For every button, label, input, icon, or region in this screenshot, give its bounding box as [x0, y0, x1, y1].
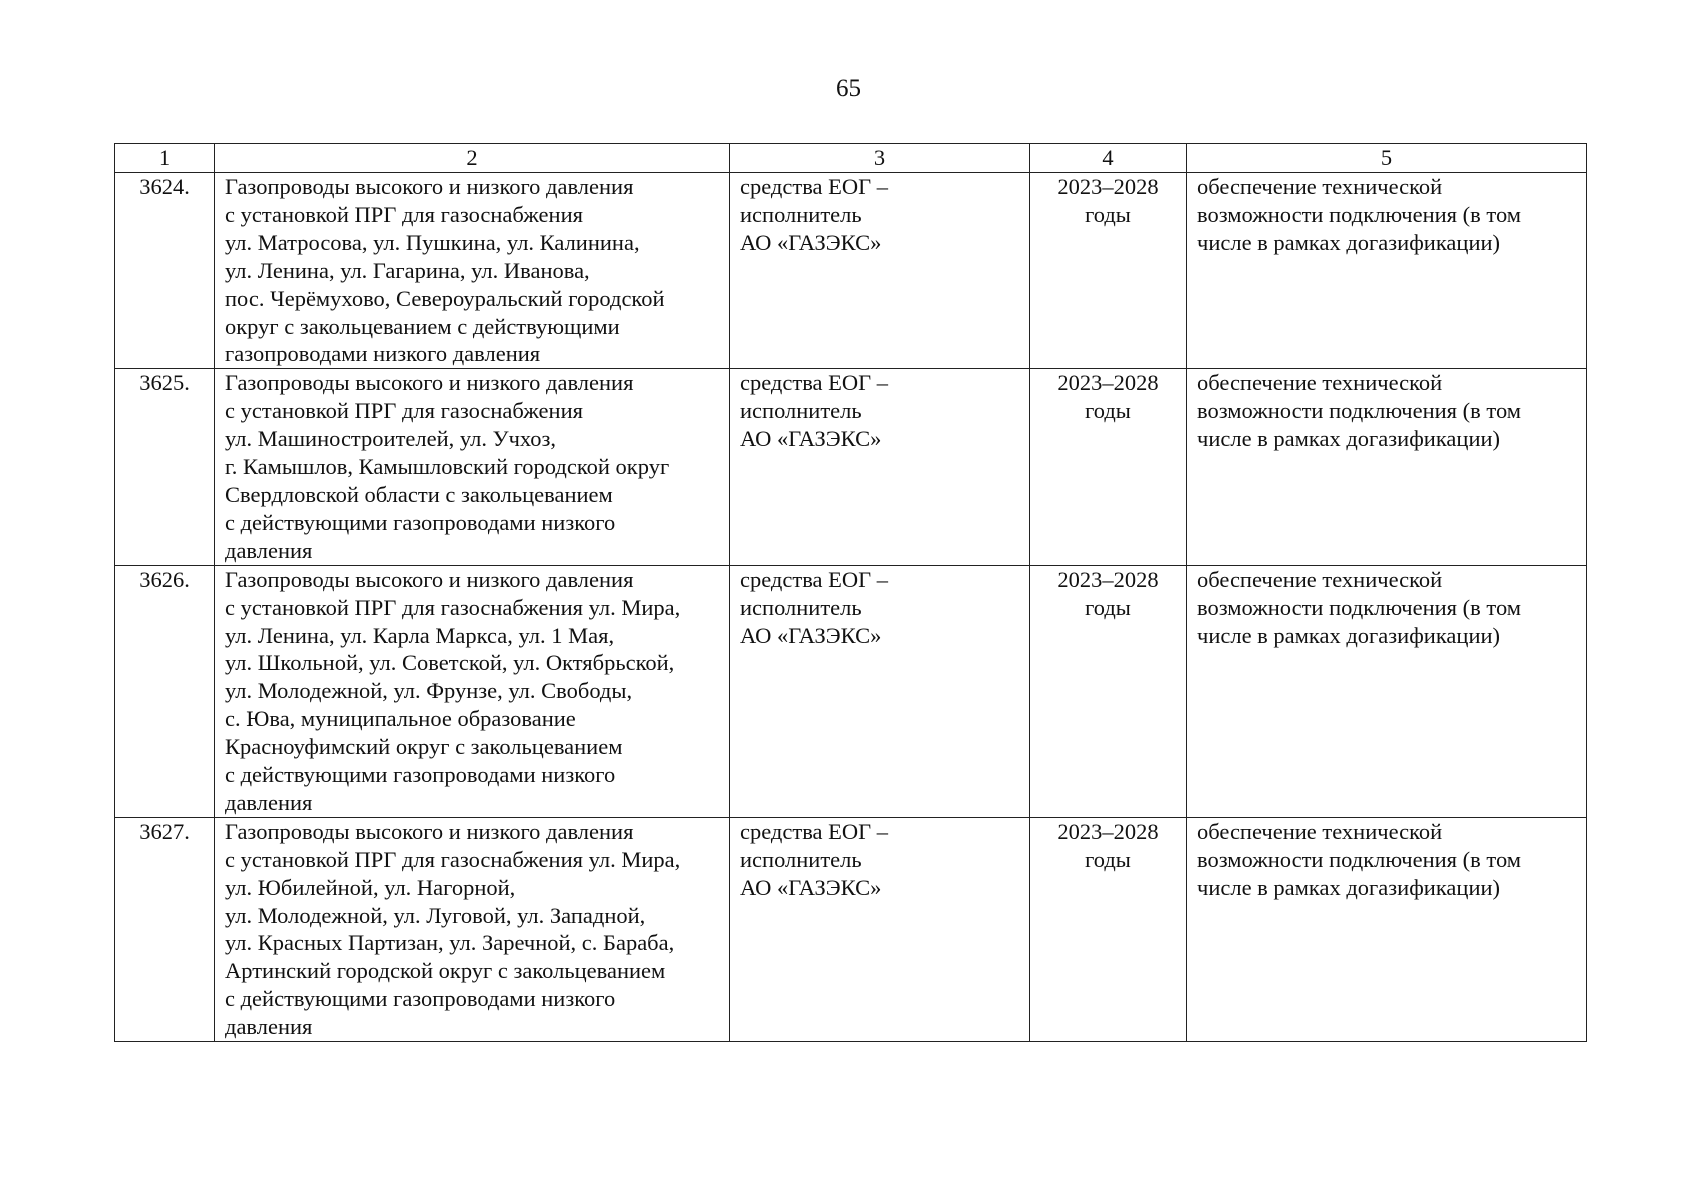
column-number-row — [115, 144, 1587, 173]
text-line: годы — [1085, 594, 1131, 620]
text-line: годы — [1085, 201, 1131, 227]
object-description — [215, 817, 730, 1041]
text-line: Газопроводы высокого и низкого давления — [225, 566, 634, 592]
text-line: средства ЕОГ – — [740, 818, 889, 844]
text-line: исполнитель — [740, 398, 862, 424]
object-description — [215, 369, 730, 565]
column-number-5: 5 — [1187, 144, 1587, 173]
column-number-3: 3 — [730, 144, 1030, 173]
text-line: г. Камышлов, Камышловский городской округ — [225, 454, 670, 480]
text-line: 2023–2028 — [1057, 566, 1159, 592]
row-number: 3624. — [115, 173, 215, 369]
text-line: возможности подключения (в том — [1197, 398, 1521, 424]
text-line: с установкой ПРГ для газоснабжения ул. Мира, — [225, 594, 681, 620]
text-line: с установкой ПРГ для газоснабжения — [225, 201, 583, 227]
text-line: исполнитель — [740, 846, 862, 872]
text-line: Газопроводы высокого и низкого давления — [225, 818, 634, 844]
text-line: Газопроводы высокого и низкого давления — [225, 370, 634, 396]
text-line: АО «ГАЗЭКС» — [740, 874, 882, 900]
text-line: Свердловской области с закольцеванием — [225, 481, 613, 507]
purpose — [1187, 565, 1587, 817]
text-line: числе в рамках догазификации) — [1197, 229, 1501, 255]
funding-source — [730, 369, 1030, 565]
text-line: с действующими газопроводами низкого — [225, 762, 616, 788]
object-description — [215, 565, 730, 817]
funding-source — [730, 173, 1030, 369]
text-line: 2023–2028 — [1057, 174, 1159, 199]
funding-source — [730, 565, 1030, 817]
text-line: возможности подключения (в том — [1197, 594, 1521, 620]
table-row — [115, 817, 1587, 1041]
text-line: ул. Машиностроителей, ул. Учхоз, — [225, 426, 557, 452]
measures-table — [114, 143, 1587, 1042]
purpose — [1187, 817, 1587, 1041]
text-line: АО «ГАЗЭКС» — [740, 622, 882, 648]
implementation-period — [1030, 173, 1187, 369]
column-number-1: 1 — [115, 144, 215, 173]
text-line: обеспечение технической — [1197, 566, 1443, 592]
text-line: с. Юва, муниципальное образование — [225, 706, 576, 732]
text-line: 2023–2028 — [1057, 370, 1159, 396]
column-number-2: 2 — [215, 144, 730, 173]
text-line: ул. Школьной, ул. Советской, ул. Октябрьской, — [225, 650, 675, 676]
text-line: с установкой ПРГ для газоснабжения ул. Мира, — [225, 846, 681, 872]
text-line: Газопроводы высокого и низкого давления — [225, 174, 634, 199]
text-line: ул. Ленина, ул. Карла Маркса, ул. 1 Мая, — [225, 622, 615, 648]
text-line: с установкой ПРГ для газоснабжения — [225, 398, 583, 424]
text-line: давления — [225, 537, 313, 563]
text-line: ул. Молодежной, ул. Луговой, ул. Западной, — [225, 902, 646, 928]
table-row — [115, 369, 1587, 565]
text-line: средства ЕОГ – — [740, 174, 889, 199]
text-line: исполнитель — [740, 201, 862, 227]
text-line: ул. Красных Партизан, ул. Заречной, с. Бараба, — [225, 930, 675, 956]
text-line: исполнитель — [740, 594, 862, 620]
text-line: с действующими газопроводами низкого — [225, 986, 616, 1012]
text-line: 2023–2028 — [1057, 818, 1159, 844]
text-line: давления — [225, 789, 313, 815]
funding-source — [730, 817, 1030, 1041]
table-row — [115, 565, 1587, 817]
text-line: средства ЕОГ – — [740, 566, 889, 592]
text-line: годы — [1085, 398, 1131, 424]
row-number: 3625. — [115, 369, 215, 565]
text-line: обеспечение технической — [1197, 370, 1443, 396]
object-description — [215, 173, 730, 369]
text-line: обеспечение технической — [1197, 174, 1443, 199]
text-line: с действующими газопроводами низкого — [225, 509, 616, 535]
text-line: числе в рамках догазификации) — [1197, 874, 1501, 900]
text-line: АО «ГАЗЭКС» — [740, 426, 882, 452]
text-line: ул. Ленина, ул. Гагарина, ул. Иванова, — [225, 257, 590, 283]
purpose — [1187, 369, 1587, 565]
text-line: годы — [1085, 846, 1131, 872]
text-line: средства ЕОГ – — [740, 370, 889, 396]
text-line: ул. Юбилейной, ул. Нагорной, — [225, 874, 516, 900]
row-number: 3626. — [115, 565, 215, 817]
text-line: числе в рамках догазификации) — [1197, 426, 1501, 452]
implementation-period — [1030, 565, 1187, 817]
row-number: 3627. — [115, 817, 215, 1041]
text-line: газопроводами низкого давления — [225, 341, 541, 367]
page-number: 65 — [836, 75, 861, 102]
text-line: возможности подключения (в том — [1197, 201, 1521, 227]
text-line: округ с закольцеванием с действующими — [225, 313, 620, 339]
text-line: Артинский городской округ с закольцеванием — [225, 958, 666, 984]
text-line: возможности подключения (в том — [1197, 846, 1521, 872]
text-line: обеспечение технической — [1197, 818, 1443, 844]
implementation-period — [1030, 817, 1187, 1041]
purpose — [1187, 173, 1587, 369]
text-line: ул. Матросова, ул. Пушкина, ул. Калинина, — [225, 229, 640, 255]
text-line: давления — [225, 1014, 313, 1040]
text-line: Красноуфимский округ с закольцеванием — [225, 734, 623, 760]
text-line: АО «ГАЗЭКС» — [740, 229, 882, 255]
implementation-period — [1030, 369, 1187, 565]
text-line: пос. Черёмухово, Североуральский городской — [225, 285, 665, 311]
column-number-4: 4 — [1030, 144, 1187, 173]
text-line: числе в рамках догазификации) — [1197, 622, 1501, 648]
text-line: ул. Молодежной, ул. Фрунзе, ул. Свободы, — [225, 678, 633, 704]
table-row — [115, 173, 1587, 369]
